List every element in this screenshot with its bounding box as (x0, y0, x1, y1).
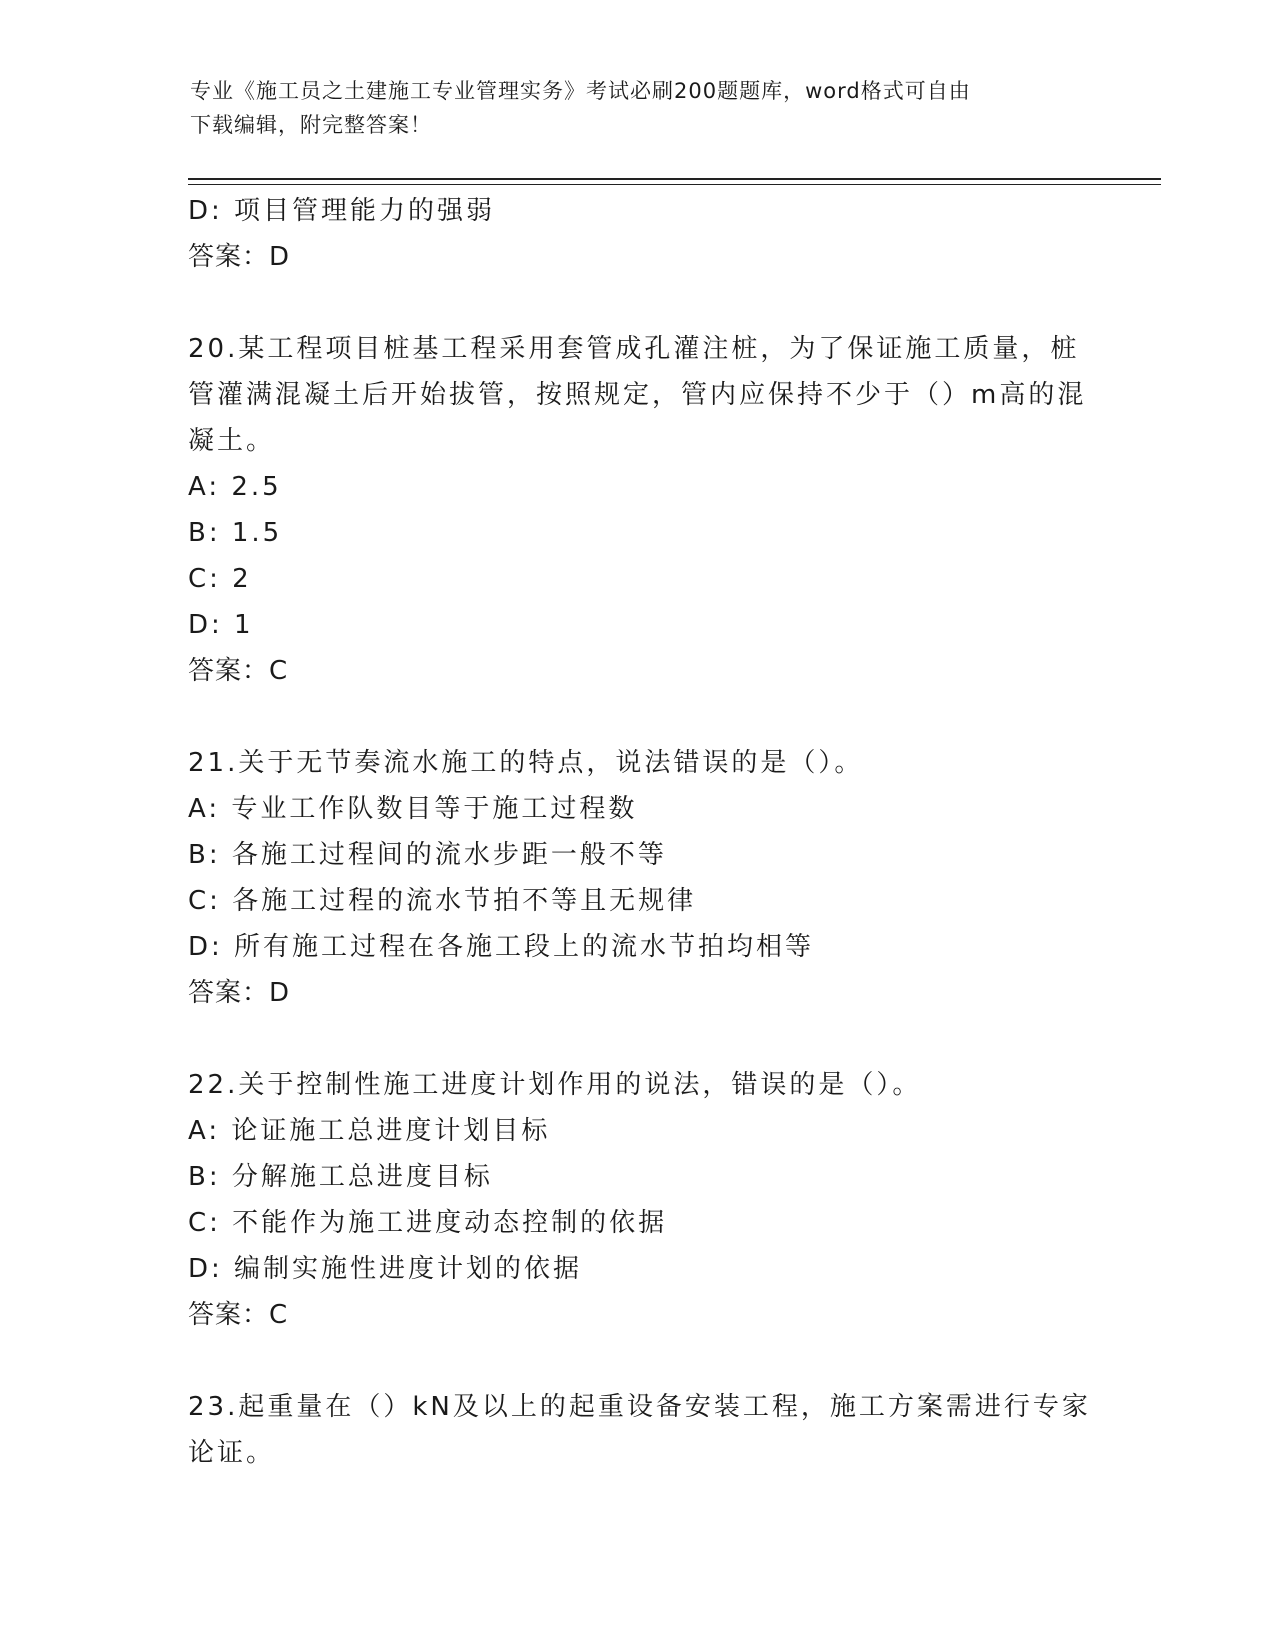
question-stem-line: 21.关于无节奏流水施工的特点，说法错误的是（）。 (188, 748, 864, 778)
question-23 (188, 1384, 1091, 1476)
spacer (188, 280, 1088, 326)
question-stem-line: 论证。 (188, 1438, 276, 1468)
spacer (188, 1016, 1088, 1062)
question-19 (188, 188, 1088, 280)
option-b: B: 1.5 (188, 518, 283, 548)
question-stem-line: 23.起重量在（）kN及以上的起重设备安装工程，施工方案需进行专家 (188, 1392, 1091, 1422)
answer-line: 答案：C (188, 1300, 289, 1330)
option-b: B: 分解施工总进度目标 (188, 1162, 493, 1192)
option-d: D: 1 (188, 610, 254, 640)
spacer (188, 1338, 1088, 1384)
option-a: A: 论证施工总进度计划目标 (188, 1116, 551, 1146)
option-a: A: 2.5 (188, 472, 282, 502)
question-stem-line: 管灌满混凝土后开始拔管，按照规定，管内应保持不少于（）m高的混 (188, 380, 1087, 410)
spacer (188, 694, 1088, 740)
question-stem-line: 20.某工程项目桩基工程采用套管成孔灌注桩，为了保证施工质量，桩 (188, 334, 1080, 364)
option-a: A: 专业工作队数目等于施工过程数 (188, 794, 638, 824)
question-20 (188, 326, 1088, 694)
document-header (190, 74, 1090, 142)
question-22 (188, 1062, 1088, 1338)
option-d: D: 编制实施性进度计划的依据 (188, 1254, 583, 1284)
question-21 (188, 740, 1088, 1016)
option-d: D: 所有施工过程在各施工段上的流水节拍均相等 (188, 932, 815, 962)
header-divider-thick (188, 178, 1161, 180)
question-list (188, 188, 1091, 1476)
header-line-1: 专业《施工员之土建施工专业管理实务》考试必刷200题题库，word格式可自由 (190, 79, 971, 103)
option-c: C: 不能作为施工进度动态控制的依据 (188, 1208, 668, 1238)
option-d: D: 项目管理能力的强弱 (188, 196, 496, 226)
header-line-2: 下载编辑，附完整答案！ (190, 113, 432, 137)
question-stem-line: 22.关于控制性施工进度计划作用的说法，错误的是（）。 (188, 1070, 922, 1100)
answer-line: 答案：C (188, 656, 289, 686)
option-b: B: 各施工过程间的流水步距一般不等 (188, 840, 667, 870)
header-divider-thin (188, 184, 1161, 185)
option-c: C: 2 (188, 564, 252, 594)
option-c: C: 各施工过程的流水节拍不等且无规律 (188, 886, 697, 916)
answer-line: 答案：D (188, 242, 291, 272)
question-stem-line: 凝土。 (188, 426, 276, 456)
answer-line: 答案：D (188, 978, 291, 1008)
